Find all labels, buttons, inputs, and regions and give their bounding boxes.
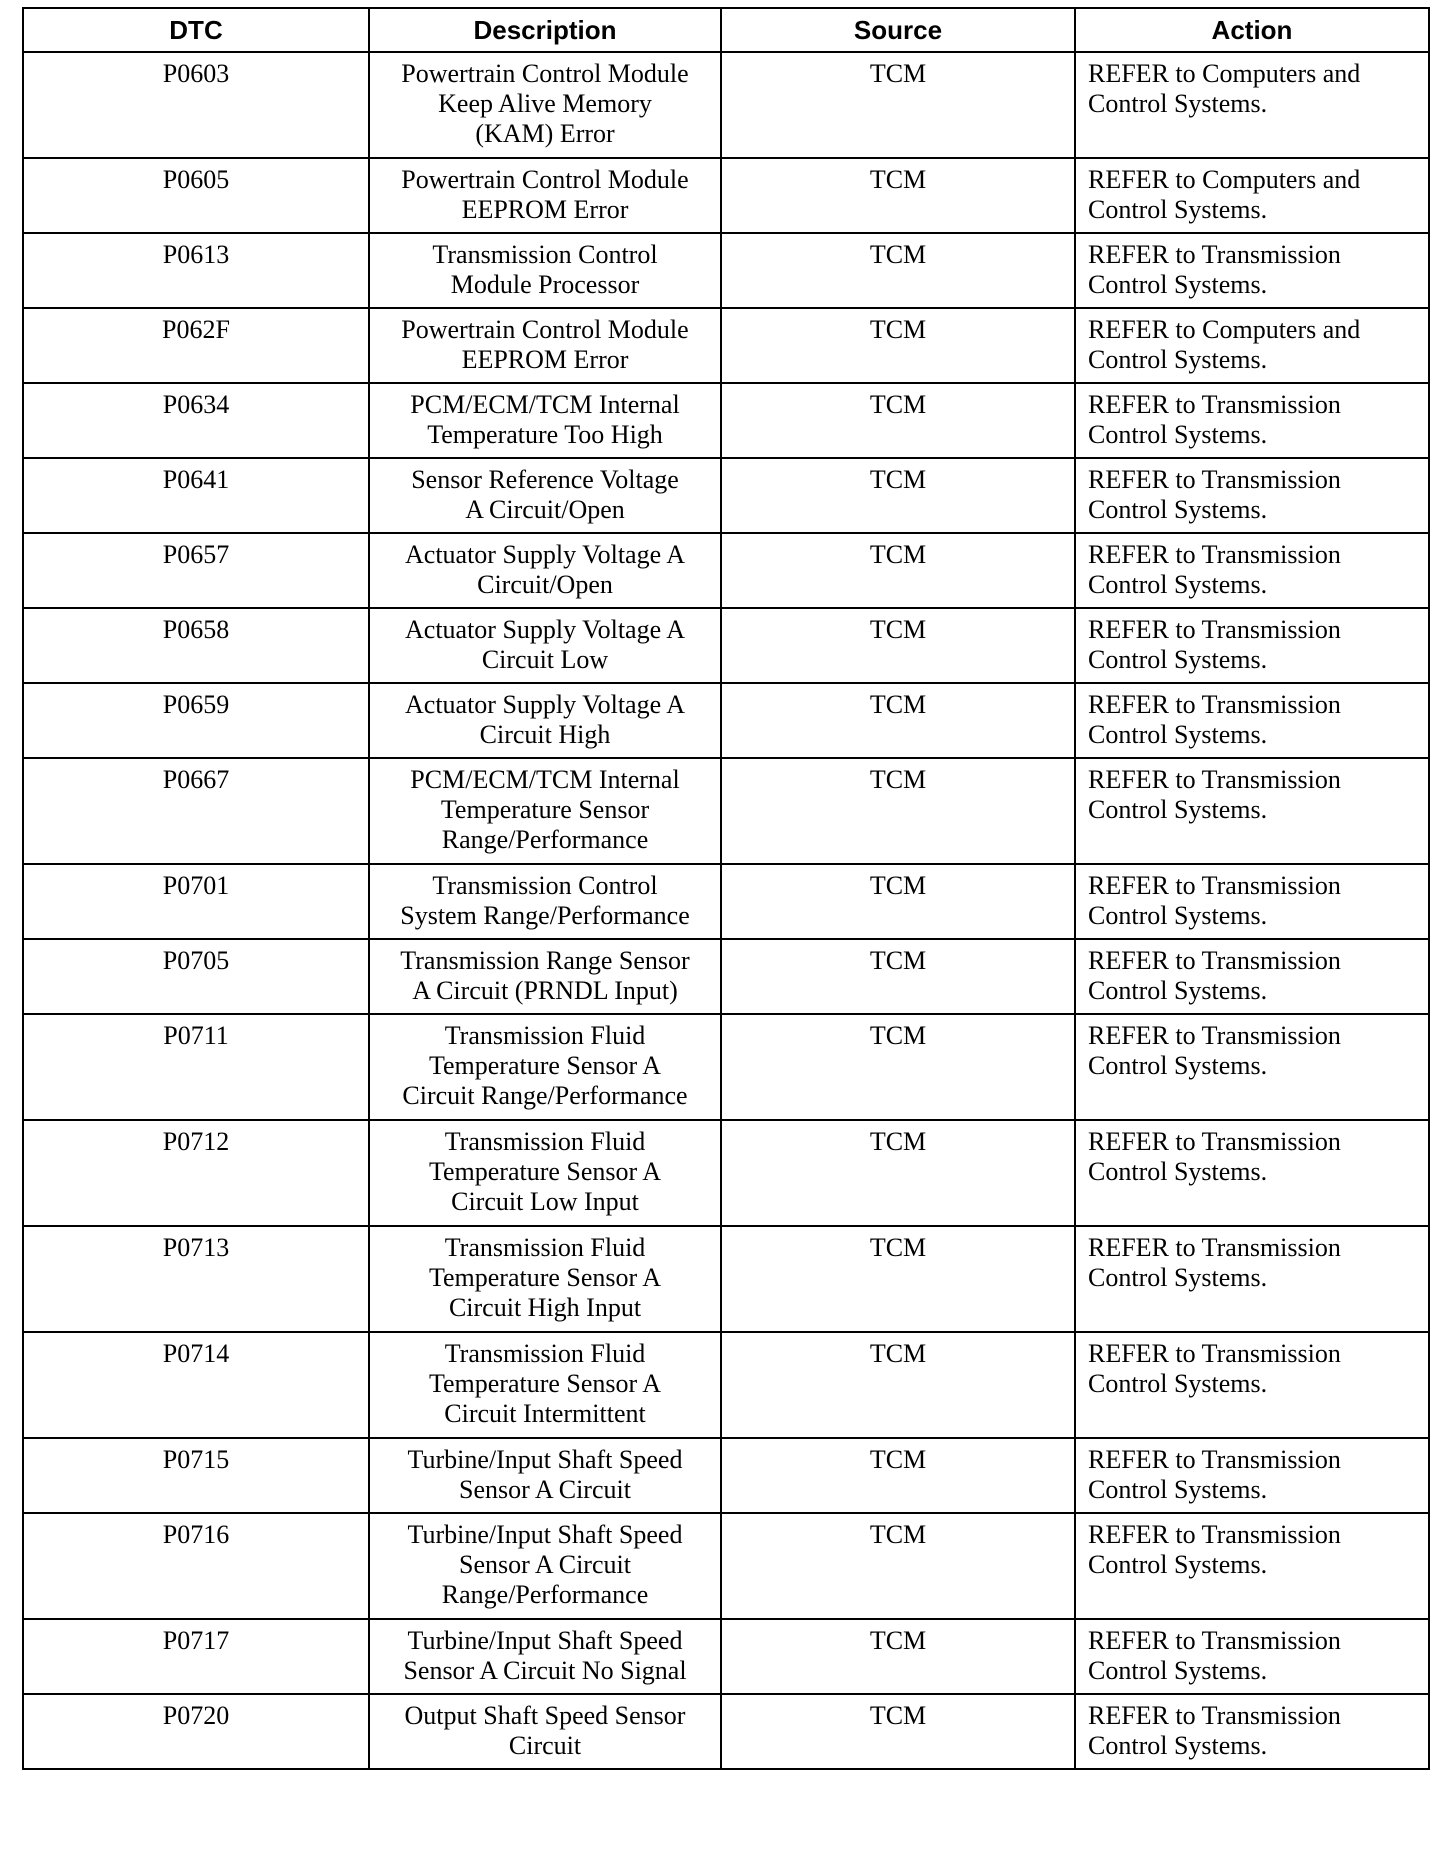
description-line: Temperature Sensor	[440, 795, 650, 824]
source-value: TCM	[869, 946, 927, 975]
dtc-code: P0659	[162, 690, 230, 719]
description-cell	[369, 533, 721, 608]
source-cell	[721, 1438, 1075, 1513]
action-cell	[1075, 1120, 1429, 1226]
dtc-cell	[23, 233, 369, 308]
source-cell	[721, 939, 1075, 1014]
description-line: Turbine/Input Shaft Speed	[407, 1626, 683, 1655]
source-value: TCM	[869, 1021, 927, 1050]
header-action: Action	[1075, 8, 1429, 52]
dtc-code: P0711	[163, 1021, 229, 1050]
source-cell	[721, 52, 1075, 158]
description-cell	[369, 939, 721, 1014]
action-line: REFER to Transmission	[1088, 1021, 1341, 1050]
dtc-cell	[23, 533, 369, 608]
table-row	[23, 1332, 1429, 1438]
table-body	[23, 52, 1429, 1769]
action-cell	[1075, 158, 1429, 233]
source-cell	[721, 608, 1075, 683]
description-line: Powertrain Control Module	[401, 59, 689, 88]
description-line: Transmission Fluid	[444, 1127, 646, 1156]
description-line: Transmission Fluid	[444, 1233, 646, 1262]
action-line: REFER to Transmission	[1088, 765, 1341, 794]
table-row	[23, 1120, 1429, 1226]
source-cell	[721, 1513, 1075, 1619]
action-line: REFER to Transmission	[1088, 465, 1341, 494]
description-line: Circuit High	[479, 720, 611, 749]
dtc-code: P0641	[162, 465, 230, 494]
dtc-cell	[23, 1438, 369, 1513]
action-line: REFER to Transmission	[1088, 1339, 1341, 1368]
table-row	[23, 233, 1429, 308]
table-row	[23, 533, 1429, 608]
dtc-code: P0712	[162, 1127, 230, 1156]
source-cell	[721, 758, 1075, 864]
action-line: Control Systems.	[1088, 1656, 1268, 1685]
table-row	[23, 1513, 1429, 1619]
action-line: Control Systems.	[1088, 1731, 1268, 1760]
action-cell	[1075, 683, 1429, 758]
description-line: Transmission Fluid	[444, 1021, 646, 1050]
description-line: Circuit	[508, 1731, 582, 1760]
source-value: TCM	[869, 59, 927, 88]
description-line: PCM/ECM/TCM Internal	[410, 390, 680, 419]
dtc-table	[22, 7, 1430, 1770]
table-row	[23, 52, 1429, 158]
action-cell	[1075, 458, 1429, 533]
table-row	[23, 758, 1429, 864]
action-line: REFER to Computers and	[1088, 165, 1361, 194]
table-row	[23, 308, 1429, 383]
action-line: Control Systems.	[1088, 1369, 1268, 1398]
source-value: TCM	[869, 1520, 927, 1549]
source-cell	[721, 1014, 1075, 1120]
description-cell	[369, 52, 721, 158]
description-line: Powertrain Control Module	[401, 315, 689, 344]
action-line: Control Systems.	[1088, 420, 1268, 449]
description-line: PCM/ECM/TCM Internal	[410, 765, 680, 794]
dtc-code: P0701	[162, 871, 230, 900]
description-line: (KAM) Error	[475, 119, 615, 148]
dtc-code: P0605	[162, 165, 230, 194]
description-cell	[369, 458, 721, 533]
description-cell	[369, 1694, 721, 1769]
source-value: TCM	[869, 165, 927, 194]
description-line: A Circuit (PRNDL Input)	[412, 976, 678, 1005]
source-value: TCM	[869, 765, 927, 794]
action-line: REFER to Transmission	[1088, 1520, 1341, 1549]
dtc-code: P0613	[162, 240, 230, 269]
dtc-cell	[23, 308, 369, 383]
source-value: TCM	[869, 1233, 927, 1262]
table-row	[23, 1226, 1429, 1332]
action-line: REFER to Transmission	[1088, 240, 1341, 269]
source-value: TCM	[869, 1127, 927, 1156]
action-cell	[1075, 939, 1429, 1014]
source-cell	[721, 533, 1075, 608]
table-row	[23, 1014, 1429, 1120]
header-description: Description	[369, 8, 721, 52]
description-cell	[369, 1513, 721, 1619]
description-line: System Range/Performance	[400, 901, 690, 930]
action-cell	[1075, 1694, 1429, 1769]
action-cell	[1075, 308, 1429, 383]
header-row	[23, 8, 1429, 52]
action-line: Control Systems.	[1088, 570, 1268, 599]
dtc-code: P0715	[162, 1445, 230, 1474]
source-cell	[721, 1226, 1075, 1332]
action-cell	[1075, 1332, 1429, 1438]
dtc-cell	[23, 1513, 369, 1619]
action-line: Control Systems.	[1088, 195, 1268, 224]
description-line: Transmission Fluid	[444, 1339, 646, 1368]
source-value: TCM	[869, 1339, 927, 1368]
action-line: Control Systems.	[1088, 1263, 1268, 1292]
action-line: Control Systems.	[1088, 901, 1268, 930]
table-row	[23, 939, 1429, 1014]
action-line: REFER to Transmission	[1088, 690, 1341, 719]
description-line: Circuit/Open	[477, 570, 613, 599]
description-line: Sensor A Circuit No Signal	[403, 1656, 687, 1685]
description-cell	[369, 383, 721, 458]
action-line: REFER to Computers and	[1088, 315, 1361, 344]
description-line: Sensor A Circuit	[459, 1475, 631, 1504]
action-line: REFER to Transmission	[1088, 390, 1341, 419]
dtc-cell	[23, 939, 369, 1014]
dtc-code: P0717	[162, 1626, 230, 1655]
action-cell	[1075, 52, 1429, 158]
table-row	[23, 158, 1429, 233]
description-line: Module Processor	[450, 270, 640, 299]
dtc-cell	[23, 383, 369, 458]
dtc-code: P0657	[162, 540, 230, 569]
dtc-cell	[23, 1014, 369, 1120]
description-line: Circuit Range/Performance	[402, 1081, 688, 1110]
description-cell	[369, 683, 721, 758]
description-cell	[369, 158, 721, 233]
dtc-code: P0705	[162, 946, 230, 975]
table-row	[23, 383, 1429, 458]
action-cell	[1075, 233, 1429, 308]
action-line: REFER to Transmission	[1088, 1233, 1341, 1262]
action-line: Control Systems.	[1088, 1157, 1268, 1186]
description-line: Powertrain Control Module	[401, 165, 689, 194]
description-line: EEPROM Error	[461, 345, 629, 374]
description-cell	[369, 1120, 721, 1226]
source-value: TCM	[869, 1445, 927, 1474]
table-row	[23, 608, 1429, 683]
dtc-cell	[23, 1619, 369, 1694]
action-line: Control Systems.	[1088, 795, 1268, 824]
description-line: Circuit Low	[481, 645, 609, 674]
description-line: Actuator Supply Voltage A	[405, 615, 685, 644]
description-cell	[369, 1226, 721, 1332]
description-cell	[369, 308, 721, 383]
source-value: TCM	[869, 540, 927, 569]
description-line: Actuator Supply Voltage A	[405, 540, 685, 569]
dtc-code: P0603	[162, 59, 230, 88]
dtc-code: P0713	[162, 1233, 230, 1262]
source-value: TCM	[869, 315, 927, 344]
description-cell	[369, 1619, 721, 1694]
dtc-cell	[23, 758, 369, 864]
action-cell	[1075, 533, 1429, 608]
dtc-cell	[23, 1332, 369, 1438]
dtc-cell	[23, 608, 369, 683]
description-cell	[369, 864, 721, 939]
description-line: Range/Performance	[441, 825, 649, 854]
action-line: Control Systems.	[1088, 1550, 1268, 1579]
action-line: Control Systems.	[1088, 720, 1268, 749]
description-cell	[369, 608, 721, 683]
action-line: REFER to Computers and	[1088, 59, 1361, 88]
source-value: TCM	[869, 390, 927, 419]
description-line: Temperature Sensor A	[428, 1157, 662, 1186]
dtc-cell	[23, 52, 369, 158]
action-cell	[1075, 758, 1429, 864]
description-line: Temperature Sensor A	[428, 1263, 662, 1292]
table-row	[23, 458, 1429, 533]
header-dtc: DTC	[23, 8, 369, 52]
action-line: Control Systems.	[1088, 495, 1268, 524]
source-value: TCM	[869, 1626, 927, 1655]
action-line: Control Systems.	[1088, 1475, 1268, 1504]
dtc-code: P0720	[162, 1701, 230, 1730]
description-cell	[369, 1438, 721, 1513]
dtc-code: P062F	[162, 315, 230, 344]
source-value: TCM	[869, 240, 927, 269]
description-line: Circuit Intermittent	[444, 1399, 646, 1428]
source-value: TCM	[869, 1701, 927, 1730]
description-line: Temperature Sensor A	[428, 1051, 662, 1080]
description-cell	[369, 233, 721, 308]
action-line: Control Systems.	[1088, 345, 1268, 374]
action-line: REFER to Transmission	[1088, 1701, 1341, 1730]
dtc-code: P0716	[162, 1520, 230, 1549]
description-line: Output Shaft Speed Sensor	[404, 1701, 686, 1730]
action-cell	[1075, 1619, 1429, 1694]
description-line: Range/Performance	[441, 1580, 649, 1609]
dtc-code: P0667	[162, 765, 230, 794]
action-cell	[1075, 383, 1429, 458]
dtc-cell	[23, 1226, 369, 1332]
dtc-cell	[23, 158, 369, 233]
action-line: Control Systems.	[1088, 89, 1268, 118]
source-cell	[721, 683, 1075, 758]
source-value: TCM	[869, 871, 927, 900]
source-cell	[721, 233, 1075, 308]
table-row	[23, 683, 1429, 758]
action-line: Control Systems.	[1088, 270, 1268, 299]
source-cell	[721, 308, 1075, 383]
source-cell	[721, 383, 1075, 458]
description-line: Sensor Reference Voltage	[411, 465, 679, 494]
description-cell	[369, 758, 721, 864]
action-cell	[1075, 1438, 1429, 1513]
header-source: Source	[721, 8, 1075, 52]
source-cell	[721, 864, 1075, 939]
action-line: REFER to Transmission	[1088, 615, 1341, 644]
source-cell	[721, 1694, 1075, 1769]
dtc-code: P0714	[162, 1339, 230, 1368]
description-line: Temperature Too High	[427, 420, 663, 449]
description-line: Circuit Low Input	[451, 1187, 639, 1216]
action-line: REFER to Transmission	[1088, 1445, 1341, 1474]
action-line: REFER to Transmission	[1088, 946, 1341, 975]
description-line: Actuator Supply Voltage A	[405, 690, 685, 719]
action-line: Control Systems.	[1088, 645, 1268, 674]
dtc-code: P0634	[162, 390, 230, 419]
dtc-cell	[23, 864, 369, 939]
dtc-cell	[23, 458, 369, 533]
action-cell	[1075, 864, 1429, 939]
action-cell	[1075, 608, 1429, 683]
dtc-cell	[23, 1120, 369, 1226]
description-line: Keep Alive Memory	[438, 89, 652, 118]
description-line: EEPROM Error	[461, 195, 629, 224]
table-row	[23, 864, 1429, 939]
description-line: Circuit High Input	[448, 1293, 642, 1322]
action-line: Control Systems.	[1088, 1051, 1268, 1080]
source-cell	[721, 1332, 1075, 1438]
description-cell	[369, 1014, 721, 1120]
description-cell	[369, 1332, 721, 1438]
description-line: Turbine/Input Shaft Speed	[407, 1520, 683, 1549]
table-row	[23, 1694, 1429, 1769]
dtc-code: P0658	[162, 615, 230, 644]
description-line: Temperature Sensor A	[428, 1369, 662, 1398]
source-cell	[721, 1619, 1075, 1694]
action-line: REFER to Transmission	[1088, 871, 1341, 900]
action-line: REFER to Transmission	[1088, 540, 1341, 569]
description-line: Transmission Range Sensor	[400, 946, 690, 975]
table-row	[23, 1619, 1429, 1694]
dtc-cell	[23, 1694, 369, 1769]
source-cell	[721, 1120, 1075, 1226]
source-cell	[721, 158, 1075, 233]
dtc-cell	[23, 683, 369, 758]
source-cell	[721, 458, 1075, 533]
action-cell	[1075, 1226, 1429, 1332]
source-value: TCM	[869, 465, 927, 494]
action-line: Control Systems.	[1088, 976, 1268, 1005]
source-value: TCM	[869, 690, 927, 719]
table-row	[23, 1438, 1429, 1513]
action-line: REFER to Transmission	[1088, 1626, 1341, 1655]
action-line: REFER to Transmission	[1088, 1127, 1341, 1156]
source-value: TCM	[869, 615, 927, 644]
description-line: Transmission Control	[432, 871, 658, 900]
description-line: Turbine/Input Shaft Speed	[407, 1445, 683, 1474]
description-line: A Circuit/Open	[465, 495, 625, 524]
action-cell	[1075, 1014, 1429, 1120]
description-line: Transmission Control	[432, 240, 658, 269]
action-cell	[1075, 1513, 1429, 1619]
description-line: Sensor A Circuit	[459, 1550, 631, 1579]
